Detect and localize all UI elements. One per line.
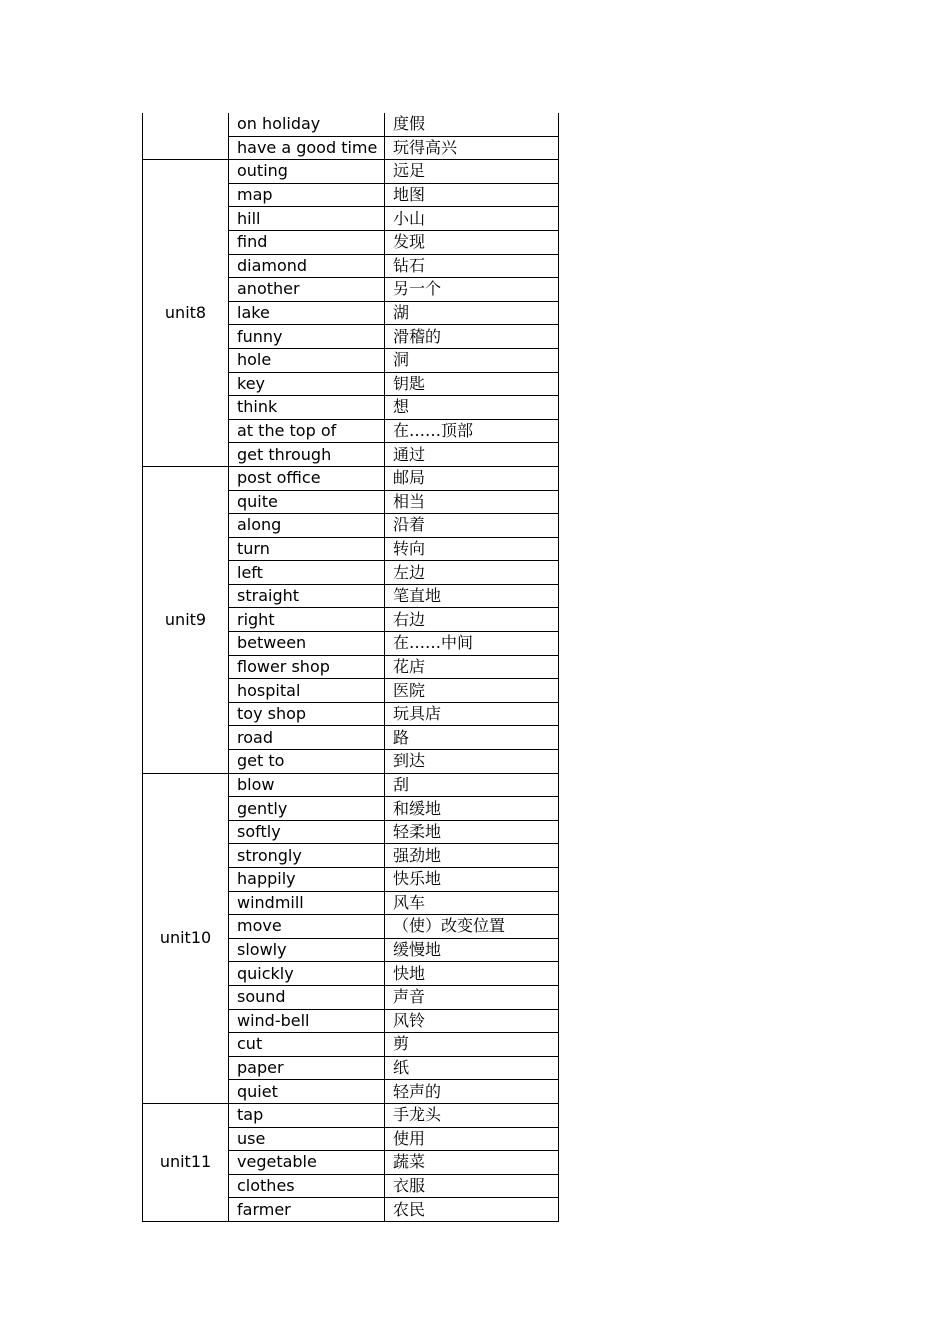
- english-word: post office: [229, 466, 385, 490]
- chinese-meaning: 使用: [385, 1127, 559, 1151]
- unit-label: unit9: [143, 466, 229, 773]
- english-word: tap: [229, 1103, 385, 1127]
- chinese-meaning: 路: [385, 726, 559, 750]
- chinese-meaning: （使）改变位置: [385, 915, 559, 939]
- chinese-meaning: 通过: [385, 443, 559, 467]
- english-word: strongly: [229, 844, 385, 868]
- chinese-meaning: 风车: [385, 891, 559, 915]
- english-word: toy shop: [229, 702, 385, 726]
- english-word: diamond: [229, 254, 385, 278]
- chinese-meaning: 相当: [385, 490, 559, 514]
- english-word: outing: [229, 160, 385, 184]
- english-word: paper: [229, 1056, 385, 1080]
- vocabulary-table-body: [143, 113, 559, 1221]
- chinese-meaning: 笔直地: [385, 584, 559, 608]
- english-word: hill: [229, 207, 385, 231]
- unit-label: unit10: [143, 773, 229, 1103]
- chinese-meaning: 轻柔地: [385, 820, 559, 844]
- english-word: at the top of: [229, 419, 385, 443]
- english-word: farmer: [229, 1198, 385, 1222]
- english-word: road: [229, 726, 385, 750]
- english-word: lake: [229, 301, 385, 325]
- chinese-meaning: 快乐地: [385, 868, 559, 892]
- english-word: right: [229, 608, 385, 632]
- unit-label: unit8: [143, 160, 229, 467]
- chinese-meaning: 和缓地: [385, 797, 559, 821]
- table-row: [143, 1103, 559, 1127]
- english-word: another: [229, 278, 385, 302]
- english-word: map: [229, 183, 385, 207]
- chinese-meaning: 度假: [385, 113, 559, 136]
- chinese-meaning: 玩得高兴: [385, 136, 559, 160]
- chinese-meaning: 缓慢地: [385, 938, 559, 962]
- chinese-meaning: 花店: [385, 655, 559, 679]
- chinese-meaning: 声音: [385, 985, 559, 1009]
- chinese-meaning: 发现: [385, 230, 559, 254]
- chinese-meaning: 转向: [385, 537, 559, 561]
- english-word: hole: [229, 348, 385, 372]
- english-word: straight: [229, 584, 385, 608]
- english-word: sound: [229, 985, 385, 1009]
- chinese-meaning: 纸: [385, 1056, 559, 1080]
- english-word: use: [229, 1127, 385, 1151]
- chinese-meaning: 钥匙: [385, 372, 559, 396]
- english-word: quiet: [229, 1080, 385, 1104]
- chinese-meaning: 在……顶部: [385, 419, 559, 443]
- chinese-meaning: 强劲地: [385, 844, 559, 868]
- english-word: think: [229, 396, 385, 420]
- chinese-meaning: 玩具店: [385, 702, 559, 726]
- chinese-meaning: 洞: [385, 348, 559, 372]
- english-word: softly: [229, 820, 385, 844]
- chinese-meaning: 风铃: [385, 1009, 559, 1033]
- chinese-meaning: 轻声的: [385, 1080, 559, 1104]
- chinese-meaning: 远足: [385, 160, 559, 184]
- english-word: hospital: [229, 679, 385, 703]
- chinese-meaning: 衣服: [385, 1174, 559, 1198]
- chinese-meaning: 蔬菜: [385, 1151, 559, 1175]
- chinese-meaning: 滑稽的: [385, 325, 559, 349]
- chinese-meaning: 右边: [385, 608, 559, 632]
- chinese-meaning: 沿着: [385, 514, 559, 538]
- unit-label: unit11: [143, 1103, 229, 1221]
- english-word: quite: [229, 490, 385, 514]
- english-word: have a good time: [229, 136, 385, 160]
- english-word: move: [229, 915, 385, 939]
- chinese-meaning: 邮局: [385, 466, 559, 490]
- table-row: [143, 466, 559, 490]
- table-row: [143, 160, 559, 184]
- english-word: windmill: [229, 891, 385, 915]
- chinese-meaning: 医院: [385, 679, 559, 703]
- chinese-meaning: 小山: [385, 207, 559, 231]
- unit-label: [143, 113, 229, 160]
- english-word: happily: [229, 868, 385, 892]
- english-word: clothes: [229, 1174, 385, 1198]
- english-word: wind-bell: [229, 1009, 385, 1033]
- english-word: turn: [229, 537, 385, 561]
- english-word: funny: [229, 325, 385, 349]
- english-word: gently: [229, 797, 385, 821]
- chinese-meaning: 另一个: [385, 278, 559, 302]
- english-word: get through: [229, 443, 385, 467]
- chinese-meaning: 湖: [385, 301, 559, 325]
- chinese-meaning: 钻石: [385, 254, 559, 278]
- english-word: cut: [229, 1033, 385, 1057]
- table-row: [143, 773, 559, 797]
- table-row: [143, 113, 559, 136]
- english-word: key: [229, 372, 385, 396]
- chinese-meaning: 想: [385, 396, 559, 420]
- english-word: along: [229, 514, 385, 538]
- vocabulary-table: [142, 113, 559, 1222]
- chinese-meaning: 刮: [385, 773, 559, 797]
- chinese-meaning: 到达: [385, 750, 559, 774]
- english-word: find: [229, 230, 385, 254]
- english-word: vegetable: [229, 1151, 385, 1175]
- english-word: get to: [229, 750, 385, 774]
- english-word: slowly: [229, 938, 385, 962]
- chinese-meaning: 左边: [385, 561, 559, 585]
- english-word: flower shop: [229, 655, 385, 679]
- chinese-meaning: 在……中间: [385, 632, 559, 656]
- english-word: left: [229, 561, 385, 585]
- chinese-meaning: 剪: [385, 1033, 559, 1057]
- chinese-meaning: 农民: [385, 1198, 559, 1222]
- chinese-meaning: 地图: [385, 183, 559, 207]
- english-word: on holiday: [229, 113, 385, 136]
- english-word: blow: [229, 773, 385, 797]
- chinese-meaning: 快地: [385, 962, 559, 986]
- english-word: between: [229, 632, 385, 656]
- chinese-meaning: 手龙头: [385, 1103, 559, 1127]
- english-word: quickly: [229, 962, 385, 986]
